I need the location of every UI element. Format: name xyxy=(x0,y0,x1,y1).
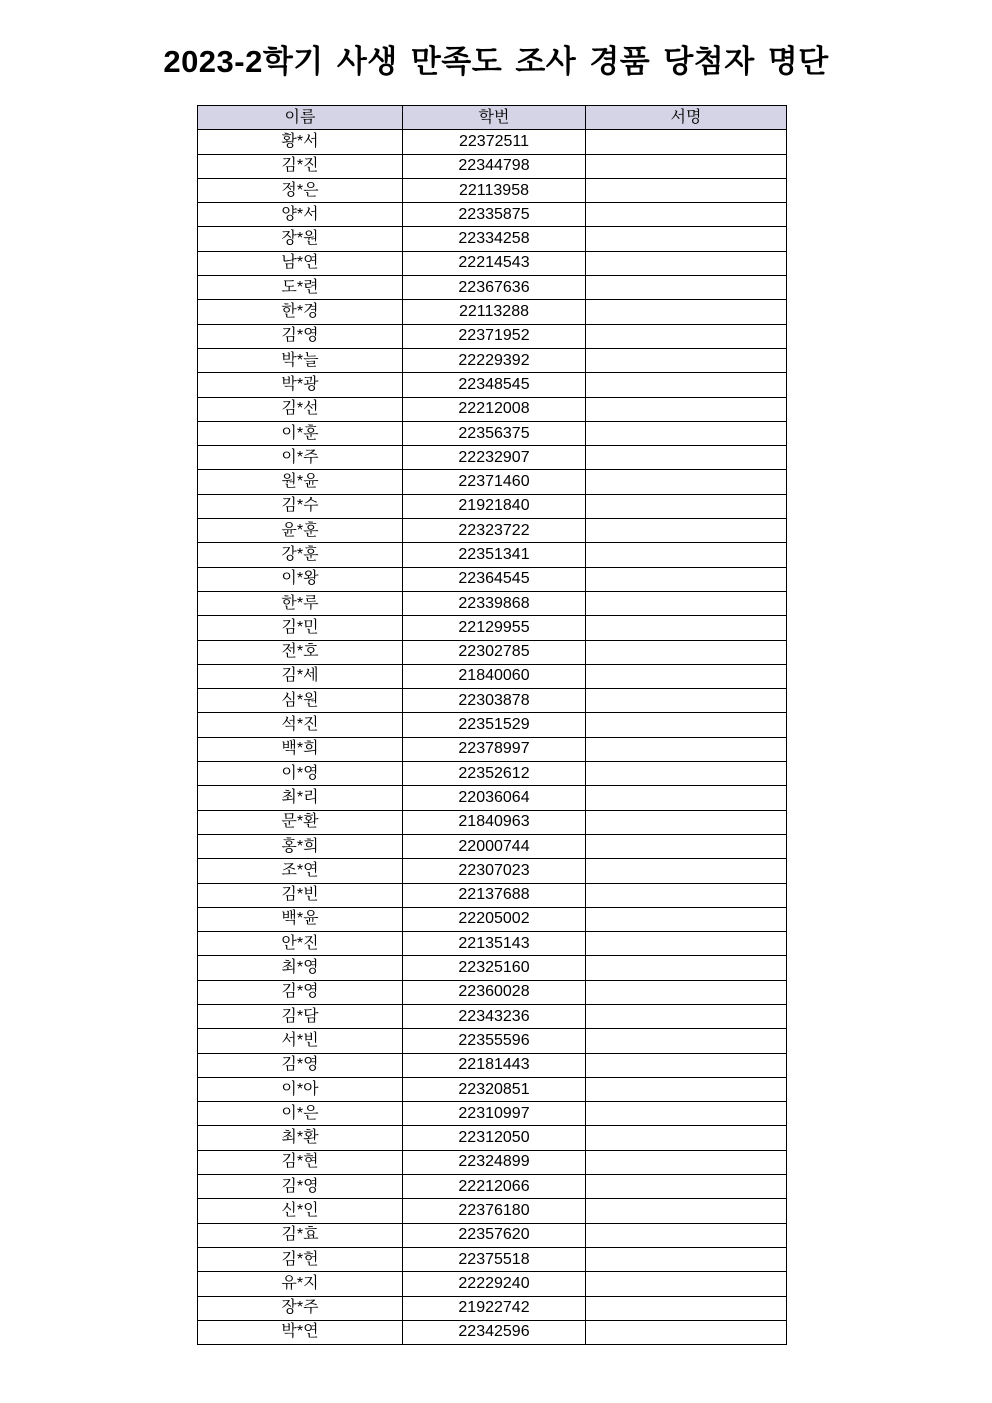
student-id-cell: 22229240 xyxy=(403,1272,586,1296)
table-row xyxy=(198,1175,787,1199)
name-cell: 이*왕 xyxy=(198,567,403,591)
signature-cell xyxy=(586,1004,787,1028)
table-row xyxy=(198,1223,787,1247)
name-cell: 김*선 xyxy=(198,397,403,421)
table-row xyxy=(198,397,787,421)
student-id-cell: 22339868 xyxy=(403,591,586,615)
student-id-cell: 22232907 xyxy=(403,446,586,470)
table-row xyxy=(198,421,787,445)
student-id-cell: 22135143 xyxy=(403,932,586,956)
signature-cell xyxy=(586,324,787,348)
signature-cell xyxy=(586,276,787,300)
table-row xyxy=(198,1102,787,1126)
signature-cell xyxy=(586,227,787,251)
table-row xyxy=(198,1320,787,1344)
name-cell: 김*영 xyxy=(198,324,403,348)
name-cell: 강*훈 xyxy=(198,543,403,567)
signature-cell xyxy=(586,1102,787,1126)
name-cell: 유*지 xyxy=(198,1272,403,1296)
student-id-cell: 22129955 xyxy=(403,616,586,640)
name-cell: 이*훈 xyxy=(198,421,403,445)
signature-cell xyxy=(586,543,787,567)
column-header-name: 이름 xyxy=(198,106,403,130)
table-row xyxy=(198,494,787,518)
signature-cell xyxy=(586,737,787,761)
student-id-cell: 22212066 xyxy=(403,1175,586,1199)
student-id-cell: 21840963 xyxy=(403,810,586,834)
name-cell: 박*광 xyxy=(198,373,403,397)
signature-cell xyxy=(586,883,787,907)
name-cell: 최*영 xyxy=(198,956,403,980)
student-id-cell: 22334258 xyxy=(403,227,586,251)
signature-cell xyxy=(586,1126,787,1150)
student-id-cell: 22335875 xyxy=(403,203,586,227)
student-id-cell: 22360028 xyxy=(403,980,586,1004)
name-cell: 한*경 xyxy=(198,300,403,324)
name-cell: 정*은 xyxy=(198,178,403,202)
name-cell: 원*윤 xyxy=(198,470,403,494)
student-id-cell: 22181443 xyxy=(403,1053,586,1077)
student-id-cell: 22229392 xyxy=(403,348,586,372)
name-cell: 양*서 xyxy=(198,203,403,227)
table-row xyxy=(198,203,787,227)
table-row xyxy=(198,810,787,834)
signature-cell xyxy=(586,689,787,713)
signature-cell xyxy=(586,446,787,470)
student-id-cell: 22344798 xyxy=(403,154,586,178)
signature-cell xyxy=(586,567,787,591)
signature-cell xyxy=(586,1296,787,1320)
name-cell: 도*련 xyxy=(198,276,403,300)
student-id-cell: 22113288 xyxy=(403,300,586,324)
name-cell: 김*현 xyxy=(198,1150,403,1174)
name-cell: 남*연 xyxy=(198,251,403,275)
table-row xyxy=(198,251,787,275)
table-row xyxy=(198,470,787,494)
signature-cell xyxy=(586,932,787,956)
name-cell: 심*원 xyxy=(198,689,403,713)
table-row xyxy=(198,1272,787,1296)
student-id-cell: 22303878 xyxy=(403,689,586,713)
table-row xyxy=(198,713,787,737)
student-id-cell: 22356375 xyxy=(403,421,586,445)
student-id-cell: 22000744 xyxy=(403,834,586,858)
signature-cell xyxy=(586,664,787,688)
student-id-cell: 22342596 xyxy=(403,1320,586,1344)
table-row xyxy=(198,1053,787,1077)
signature-cell xyxy=(586,907,787,931)
table-row xyxy=(198,907,787,931)
name-cell: 김*진 xyxy=(198,154,403,178)
table-row xyxy=(198,956,787,980)
name-cell: 김*헌 xyxy=(198,1247,403,1271)
table-row xyxy=(198,543,787,567)
table-row xyxy=(198,227,787,251)
signature-cell xyxy=(586,154,787,178)
signature-cell xyxy=(586,203,787,227)
student-id-cell: 22364545 xyxy=(403,567,586,591)
student-id-cell: 22375518 xyxy=(403,1247,586,1271)
signature-cell xyxy=(586,1175,787,1199)
table-row xyxy=(198,1029,787,1053)
signature-cell xyxy=(586,130,787,154)
name-cell: 박*늘 xyxy=(198,348,403,372)
table-row xyxy=(198,932,787,956)
student-id-cell: 22343236 xyxy=(403,1004,586,1028)
table-row xyxy=(198,348,787,372)
signature-cell xyxy=(586,956,787,980)
name-cell: 안*진 xyxy=(198,932,403,956)
student-id-cell: 22036064 xyxy=(403,786,586,810)
table-row xyxy=(198,1004,787,1028)
student-id-cell: 22367636 xyxy=(403,276,586,300)
name-cell: 김*세 xyxy=(198,664,403,688)
signature-cell xyxy=(586,397,787,421)
name-cell: 조*연 xyxy=(198,859,403,883)
signature-cell xyxy=(586,494,787,518)
header-row xyxy=(198,106,787,130)
signature-cell xyxy=(586,834,787,858)
signature-cell xyxy=(586,470,787,494)
table-row xyxy=(198,786,787,810)
name-cell: 전*호 xyxy=(198,640,403,664)
signature-cell xyxy=(586,762,787,786)
signature-cell xyxy=(586,859,787,883)
table-row xyxy=(198,300,787,324)
table-row xyxy=(198,834,787,858)
table-row xyxy=(198,980,787,1004)
table-row xyxy=(198,373,787,397)
name-cell: 장*원 xyxy=(198,227,403,251)
signature-cell xyxy=(586,178,787,202)
page-title: 2023-2학기 사생 만족도 조사 경품 당첨자 명단 xyxy=(163,44,829,79)
table-row xyxy=(198,859,787,883)
signature-cell xyxy=(586,616,787,640)
student-id-cell: 22371460 xyxy=(403,470,586,494)
name-cell: 백*윤 xyxy=(198,907,403,931)
name-cell: 백*희 xyxy=(198,737,403,761)
table-row xyxy=(198,1199,787,1223)
name-cell: 신*인 xyxy=(198,1199,403,1223)
signature-cell xyxy=(586,1272,787,1296)
name-cell: 홍*희 xyxy=(198,834,403,858)
table-row xyxy=(198,664,787,688)
student-id-cell: 22214543 xyxy=(403,251,586,275)
student-id-cell: 21840060 xyxy=(403,664,586,688)
name-cell: 김*민 xyxy=(198,616,403,640)
signature-cell xyxy=(586,786,787,810)
student-id-cell: 22325160 xyxy=(403,956,586,980)
student-id-cell: 22351341 xyxy=(403,543,586,567)
student-id-cell: 22137688 xyxy=(403,883,586,907)
table-row xyxy=(198,762,787,786)
name-cell: 김*영 xyxy=(198,1175,403,1199)
student-id-cell: 21921840 xyxy=(403,494,586,518)
table-row xyxy=(198,519,787,543)
name-cell: 황*서 xyxy=(198,130,403,154)
table-row xyxy=(198,567,787,591)
signature-cell xyxy=(586,980,787,1004)
signature-cell xyxy=(586,421,787,445)
table-row xyxy=(198,883,787,907)
student-id-cell: 22205002 xyxy=(403,907,586,931)
signature-cell xyxy=(586,519,787,543)
student-id-cell: 22348545 xyxy=(403,373,586,397)
table-row xyxy=(198,178,787,202)
signature-cell xyxy=(586,348,787,372)
name-cell: 장*주 xyxy=(198,1296,403,1320)
table-row xyxy=(198,737,787,761)
name-cell: 석*진 xyxy=(198,713,403,737)
student-id-cell: 22320851 xyxy=(403,1077,586,1101)
signature-cell xyxy=(586,1029,787,1053)
student-id-cell: 22371952 xyxy=(403,324,586,348)
name-cell: 김*담 xyxy=(198,1004,403,1028)
column-header-signature: 서명 xyxy=(586,106,787,130)
table-row xyxy=(198,1126,787,1150)
student-id-cell: 22376180 xyxy=(403,1199,586,1223)
column-header-student-id: 학번 xyxy=(403,106,586,130)
table-row xyxy=(198,324,787,348)
signature-cell xyxy=(586,1223,787,1247)
student-id-cell: 22357620 xyxy=(403,1223,586,1247)
student-id-cell: 22351529 xyxy=(403,713,586,737)
table-row xyxy=(198,154,787,178)
table-row xyxy=(198,616,787,640)
name-cell: 김*빈 xyxy=(198,883,403,907)
name-cell: 최*환 xyxy=(198,1126,403,1150)
signature-cell xyxy=(586,300,787,324)
name-cell: 최*리 xyxy=(198,786,403,810)
signature-cell xyxy=(586,810,787,834)
signature-cell xyxy=(586,640,787,664)
table-row xyxy=(198,640,787,664)
student-id-cell: 22307023 xyxy=(403,859,586,883)
table-row xyxy=(198,130,787,154)
student-id-cell: 22372511 xyxy=(403,130,586,154)
name-cell: 이*주 xyxy=(198,446,403,470)
name-cell: 이*영 xyxy=(198,762,403,786)
signature-cell xyxy=(586,1053,787,1077)
table-body xyxy=(198,130,787,1345)
student-id-cell: 22212008 xyxy=(403,397,586,421)
student-id-cell: 22355596 xyxy=(403,1029,586,1053)
table-row xyxy=(198,276,787,300)
table-row xyxy=(198,446,787,470)
table-row xyxy=(198,1296,787,1320)
name-cell: 김*효 xyxy=(198,1223,403,1247)
student-id-cell: 22310997 xyxy=(403,1102,586,1126)
name-cell: 김*영 xyxy=(198,980,403,1004)
signature-cell xyxy=(586,373,787,397)
name-cell: 윤*훈 xyxy=(198,519,403,543)
table-row xyxy=(198,1077,787,1101)
student-id-cell: 22312050 xyxy=(403,1126,586,1150)
name-cell: 한*루 xyxy=(198,591,403,615)
student-id-cell: 21922742 xyxy=(403,1296,586,1320)
signature-cell xyxy=(586,1150,787,1174)
name-cell: 이*은 xyxy=(198,1102,403,1126)
signature-cell xyxy=(586,713,787,737)
table-row xyxy=(198,689,787,713)
table-row xyxy=(198,1247,787,1271)
table-row xyxy=(198,1150,787,1174)
name-cell: 서*빈 xyxy=(198,1029,403,1053)
signature-cell xyxy=(586,251,787,275)
name-cell: 박*연 xyxy=(198,1320,403,1344)
student-id-cell: 22352612 xyxy=(403,762,586,786)
signature-cell xyxy=(586,591,787,615)
table-header xyxy=(198,106,787,130)
name-cell: 김*수 xyxy=(198,494,403,518)
signature-cell xyxy=(586,1199,787,1223)
student-id-cell: 22302785 xyxy=(403,640,586,664)
name-cell: 문*환 xyxy=(198,810,403,834)
signature-cell xyxy=(586,1320,787,1344)
winners-table xyxy=(197,105,787,1345)
table-row xyxy=(198,591,787,615)
signature-cell xyxy=(586,1077,787,1101)
student-id-cell: 22378997 xyxy=(403,737,586,761)
name-cell: 김*영 xyxy=(198,1053,403,1077)
signature-cell xyxy=(586,1247,787,1271)
name-cell: 이*아 xyxy=(198,1077,403,1101)
student-id-cell: 22113958 xyxy=(403,178,586,202)
student-id-cell: 22324899 xyxy=(403,1150,586,1174)
student-id-cell: 22323722 xyxy=(403,519,586,543)
